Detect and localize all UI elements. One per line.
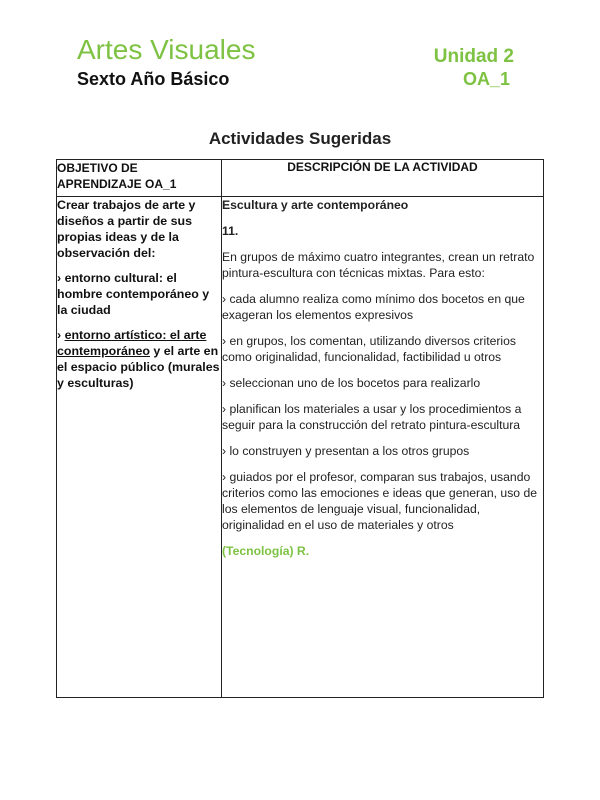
activity-step: › en grupos, los comentan, utilizando diversos criterios como originalidad, funcionalidad, factibilidad u otros — [222, 334, 516, 364]
objective-item-cultural: › entorno cultural: el hombre contemporáneo y la ciudad — [57, 271, 210, 317]
objective-cell — [57, 197, 222, 698]
objective-item-artistic-underlined: entorno artístico: el arte contemporáneo — [57, 328, 207, 358]
oa-label: OA_1 — [462, 69, 510, 89]
activity-step: › guiados por el profesor, comparan sus trabajos, usando criterios como las emociones e ideas que generan, uso de los elementos de lenguaje visual, funcionalidad, originalidad en el uso de materiales y otros — [222, 470, 538, 532]
activity-column-header: DESCRIPCIÓN DE LA ACTIVIDAD — [222, 160, 544, 197]
activity-step: › cada alumno realiza como mínimo dos bocetos en que exageran los elementos expresivos — [222, 292, 525, 322]
grade-label: Sexto Año Básico — [77, 69, 230, 89]
activity-cell — [222, 197, 544, 698]
activity-number: 11. — [222, 224, 239, 238]
activity-note: (Tecnología) R. — [222, 544, 310, 558]
activity-step: › seleccionan uno de los bocetos para realizarlo — [222, 376, 481, 390]
objective-item-artistic-rest: y el arte en el espacio público (murales y esculturas) — [57, 344, 220, 390]
objective-item-artistic-bullet: › — [57, 328, 65, 342]
subject-title: Artes Visuales — [77, 34, 256, 65]
activity-intro: En grupos de máximo cuatro integrantes, crean un retrato pintura-escultura con técnicas mixtas. Para esto: — [222, 250, 535, 280]
table-header-row — [57, 160, 544, 197]
objective-intro: Crear trabajos de arte y diseños a partir de sus propias ideas y de la observación del: — [57, 198, 196, 260]
activity-step: › planifican los materiales a usar y los procedimientos a seguir para la construcción del retrato pintura-escultura — [222, 402, 522, 432]
activity-title: Escultura y arte contemporáneo — [222, 198, 409, 212]
unit-label: Unidad 2 — [433, 46, 514, 67]
activities-table — [56, 159, 544, 698]
objective-column-header: OBJETIVO DE APRENDIZAJE OA_1 — [57, 160, 222, 197]
objective-item-artistic — [57, 327, 221, 391]
table-row — [57, 197, 544, 698]
activity-step: › lo construyen y presentan a los otros grupos — [222, 444, 470, 458]
section-title: Actividades Sugeridas — [208, 129, 392, 148]
